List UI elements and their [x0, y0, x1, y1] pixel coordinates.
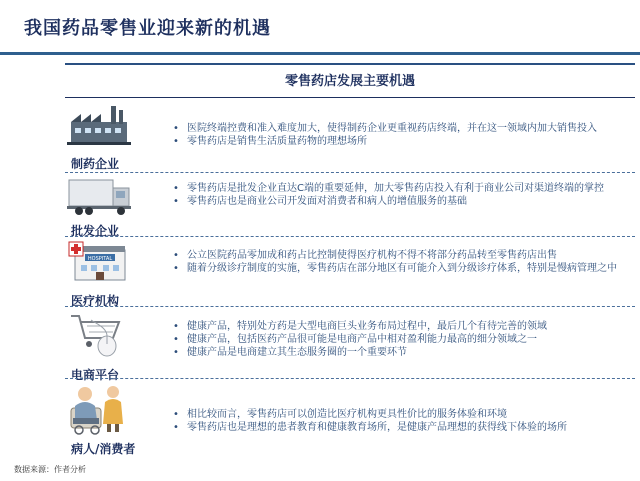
svg-text:HOSPITAL: HOSPITAL	[87, 256, 113, 262]
bullet-list	[173, 408, 628, 434]
table-top-rule	[65, 63, 635, 65]
bullet-list	[173, 182, 628, 208]
title-rule	[0, 52, 640, 55]
slide-title: 我国药品零售业迎来新的机遇	[24, 18, 271, 39]
row-ecommerce	[65, 306, 635, 382]
source-note: 数据来源：作者分析	[14, 465, 86, 474]
bullet-item: • 健康产品，包括医药产品很可能是电商产品中相对盈利能力最高的细分领域之一	[173, 333, 628, 346]
row-wholesale	[65, 172, 635, 236]
bullet-item: • 健康产品是电商建立其生态服务圈的一个重要环节	[173, 346, 628, 359]
row-label: 电商平台	[71, 368, 120, 382]
truck-icon	[67, 174, 131, 218]
row-label: 制药企业	[71, 157, 120, 171]
section-title: 零售药店发展主要机遇	[284, 74, 415, 89]
row-label: 批发企业	[71, 224, 120, 238]
header-rule	[65, 97, 635, 98]
bullet-item: • 零售药店是批发企业直达C端的重要延伸，加大零售药店投入有利于商业公司对渠道终端的掌控	[173, 182, 628, 195]
bullet-item: • 公立医院药品零加成和药占比控制使得医疗机构不得不将部分药品转至零售药店出售	[173, 249, 628, 262]
bullet-list	[173, 249, 628, 275]
bullet-list	[173, 320, 628, 359]
patient-caregiver-icon	[67, 378, 131, 436]
bullet-item: • 相比较而言，零售药店可以创造比医疗机构更具性价比的服务体验和环境	[173, 408, 628, 421]
row-patient	[65, 378, 635, 454]
bullet-list	[173, 122, 628, 148]
row-pharma	[65, 100, 635, 172]
bullet-item: • 零售药店也是商业公司开发面对消费者和病人的增值服务的基础	[173, 195, 628, 208]
shopping-cart-mouse-icon	[67, 308, 131, 358]
factory-icon	[67, 104, 131, 146]
bullet-item: • 医院终端控费和准入难度加大，使得制药企业更重视药店终端，并在这一领域内加大销售投入	[173, 122, 628, 135]
bullet-item: • 健康产品，特别处方药是大型电商巨头业务布局过程中，最后几个有待完善的领域	[173, 320, 628, 333]
bullet-item: • 随着分级诊疗制度的实施，零售药店在部分地区有可能介入到分级诊疗体系，特别是慢病管理之中	[173, 262, 628, 275]
row-medical	[65, 236, 635, 306]
bullet-item: • 零售药店也是理想的患者教育和健康教育场所，是健康产品理想的获得线下体验的场所	[173, 421, 628, 434]
row-label: 医疗机构	[71, 294, 120, 308]
bullet-item: • 零售药店是销售生活质量药物的理想场所	[173, 135, 628, 148]
hospital-icon	[67, 240, 131, 284]
row-label: 病人/消费者	[71, 442, 136, 456]
